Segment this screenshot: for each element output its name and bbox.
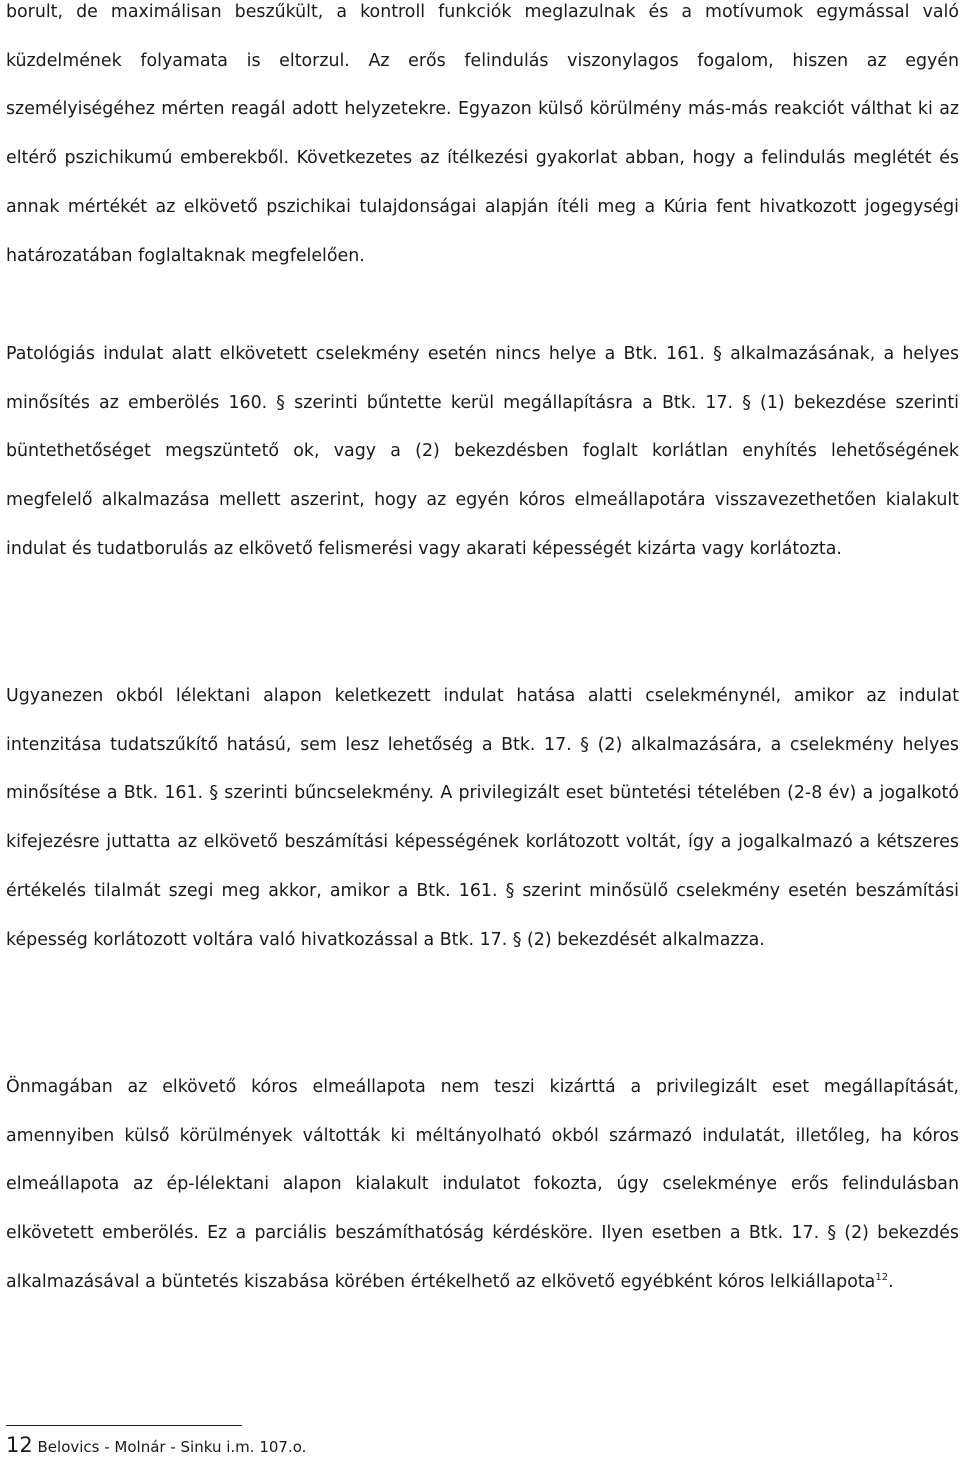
paragraph-4 [6, 1063, 959, 1307]
paragraph-4-text: Önmagában az elkövető kóros elmeállapota nem teszi kizárttá a privilegizált eset megállapítását, amennyiben külső körülmények váltották ki méltányolható okból származó indulatát, illetőleg, ha kóros elmeállapota az ép-lélektani alapon kialakult indulatot fokozta, úgy cselekménye erős felindulásban elkövetett emberölés. Ez a parciális beszámíthatóság kérdésköre. Ilyen esetben a Btk. 17. § (2) bekezdés alkalmazásával a büntetés kiszabása körében értékelhető az elkövető egyébként kóros lelkiállapota [6, 1077, 959, 1292]
paragraph-1: borult, de maximálisan beszűkült, a kontroll funkciók meglazulnak és a motívumok egymással való küzdelmének folyamata is eltorzul. Az erős felindulás viszonylagos fogalom, hiszen az egyén személyiségéhez mérten reagál adott helyzetekre. Egyazon külső körülmény más-más reakciót válthat ki az eltérő pszichikumú emberekből. Következetes az ítélkezési gyakorlat abban, hogy a felindulás meglétét és annak mértékét az elkövető pszichikai tulajdonságai alapján ítéli meg a Kúria fent hivatkozott jogegységi határozatában foglaltaknak megfelelően. [6, 2, 959, 266]
paragraph-4-trailing: . [888, 1271, 894, 1292]
footnote-separator [6, 1425, 242, 1426]
paragraph-2: Patológiás indulat alatt elkövetett cselekmény esetén nincs helye a Btk. 161. § alkalmazásának, a helyes minősítés az emberölés 160. § szerinti bűntette kerül megállapításra a Btk. 17. § (1) bekezdése szerinti büntethetőséget megszüntető ok, vagy a (2) bekezdésben foglalt korlátlan enyhítés lehetőségének megfelelő alkalmazása mellett aszerint, hogy az egyén kóros elmeállapotára visszavezethetően kialakult indulat és tudatborulás az elkövető felismerési vagy akarati képességét kizárta vagy korlátozta. [6, 344, 959, 559]
footnote-text: Belovics - Molnár - Sinku i.m. 107.o. [37, 1438, 307, 1456]
footnote [6, 1434, 306, 1458]
paragraph-3: Ugyanezen okból lélektani alapon keletkezett indulat hatása alatti cselekménynél, amikor az indulat intenzitása tudatszűkítő hatású, sem lesz lehetőség a Btk. 17. § (2) alkalmazására, a cselekmény helyes minősítése a Btk. 161. § szerinti bűncselekmény. A privilegizált eset büntetési tételében (2-8 év) a jogalkotó kifejezésre juttatta az elkövető beszámítási képességének korlátozott voltát, így a jogalkalmazó a kétszeres értékelés tilalmát szegi meg akkor, amikor a Btk. 161. § szerint minősülő cselekmény esetén beszámítási képesség korlátozott voltára való hivatkozással a Btk. 17. § (2) bekezdését alkalmazza. [6, 686, 959, 950]
footnote-reference[interactable]: 12 [875, 1272, 889, 1284]
footnote-number: 12 [6, 1433, 33, 1457]
